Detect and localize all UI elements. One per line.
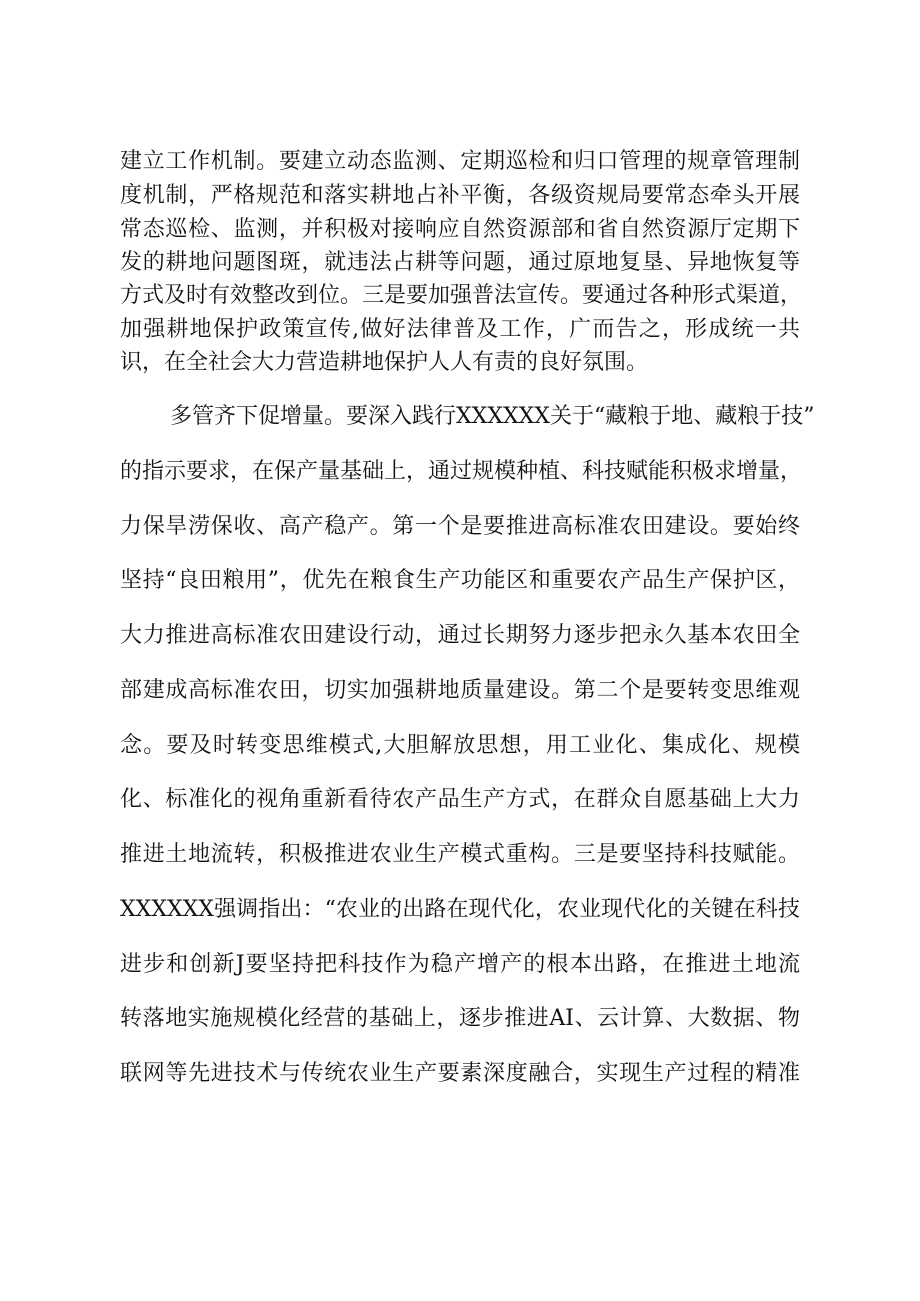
paragraph-line: 念。要及时转变思维模式,大胆解放思想，用工业化、集成化、规模 bbox=[120, 733, 800, 758]
paragraph-line: 进步和创新J要坚持把科技作为稳产增产的根本出路，在推进土地流 bbox=[120, 952, 800, 977]
paragraph-line: 坚持“良田粮用”，优先在粮食生产功能区和重要农产品生产保护区， bbox=[120, 568, 800, 593]
paragraph-line: 部建成高标准农田，切实加强耕地质量建设。第二个是要转变思维观 bbox=[120, 678, 800, 703]
paragraph-line: 转落地实施规模化经营的基础上，逐步推进AI、云计算、大数据、物 bbox=[120, 1006, 800, 1031]
paragraph-line: 的指示要求，在保产量基础上，通过规模种植、科技赋能积极求增量， bbox=[120, 459, 803, 484]
paragraph-line: 常态巡检、监测，并积极对接响应自然资源部和省自然资源厅定期下 bbox=[120, 217, 800, 242]
paragraph-line: 方式及时有效整改到位。三是要加强普法宣传。要通过各种形式渠道， bbox=[120, 283, 803, 308]
paragraph-line: 大力推进高标准农田建设行动，通过长期努力逐步把永久基本农田全 bbox=[120, 623, 800, 648]
paragraph-line: 发的耕地问题图斑，就违法占耕等问题，通过原地复垦、异地恢复等 bbox=[120, 250, 800, 275]
paragraph-line: XXXXXX强调指出：“农业的出路在现代化，农业现代化的关键在科技 bbox=[120, 897, 800, 922]
paragraph-line: 度机制，严格规范和落实耕地占补平衡，各级资规局要常态牵头开展 bbox=[120, 183, 800, 208]
paragraph-line: 力保旱涝保收、高产稳产。第一个是要推进高标准农田建设。要始终 bbox=[120, 514, 800, 539]
paragraph-line: 化、标准化的视角重新看待农产品生产方式，在群众自愿基础上大力 bbox=[120, 787, 800, 812]
paragraph-line: 推进土地流转，积极推进农业生产模式重构。三是要坚持科技赋能。 bbox=[120, 842, 800, 867]
paragraph-line: 加强耕地保护政策宣传,做好法律普及工作，广而告之，形成统一共 bbox=[120, 317, 800, 342]
paragraph-line: 识，在全社会大力营造耕地保护人人有责的良好氛围。 bbox=[120, 350, 649, 375]
paragraph-line: 建立工作机制。要建立动态监测、定期巡检和归口管理的规章管理制 bbox=[120, 149, 800, 174]
paragraph-line: 联网等先进技术与传统农业生产要素深度融合，实现生产过程的精准 bbox=[120, 1061, 800, 1086]
paragraph-line: 多管齐下促增量。要深入践行XXXXXX关于“藏粮于地、藏粮于技” bbox=[170, 404, 815, 429]
